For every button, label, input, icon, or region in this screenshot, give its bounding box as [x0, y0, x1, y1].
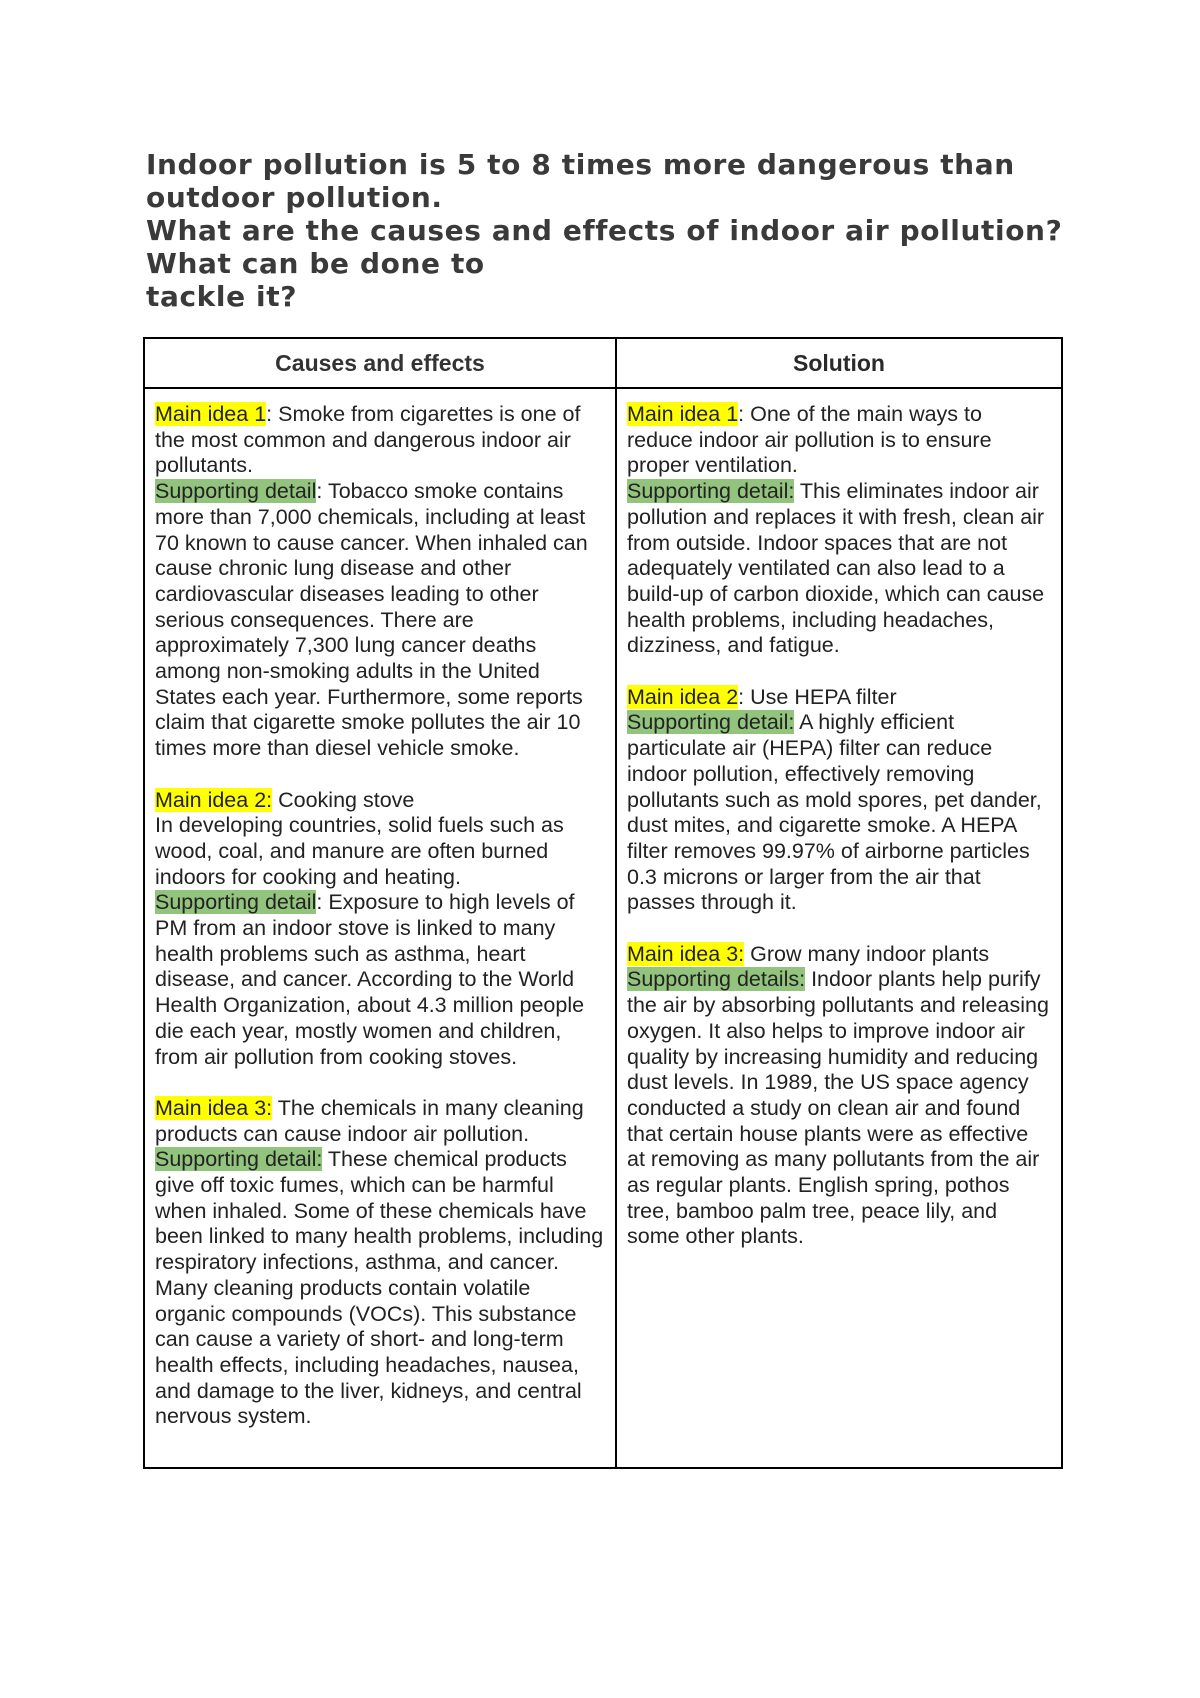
- main-idea-label: Main idea 3:: [155, 1095, 273, 1120]
- supporting-detail-text: Exposure to high levels of PM from an indoor stove is linked to many health problems such as asthma, heart disease, and cancer. According to the World Health Organization, about 4.3 million people die each year, mostly women and children, from air pollution from cooking stoves.: [155, 890, 585, 1069]
- main-idea-text: The chemicals in many cleaning products can cause indoor air pollution.: [155, 1095, 584, 1146]
- supporting-detail-text: Indoor plants help purify the air by absorbing pollutants and releasing oxygen. It also helps to improve indoor air quality by increasing humidity and reducing dust levels. In 1989, the US space agency conducted a study on clean air and found that certain house plants were as effective at removing as many pollutants from the air as regular plants. English spring, pothos tree, bamboo palm tree, peace lily, and some other plants.: [627, 967, 1049, 1249]
- supporting-detail-label: Supporting detail:: [627, 710, 795, 735]
- main-idea-text: Smoke from cigarettes is one of the most common and dangerous indoor air pollutants.: [155, 402, 581, 478]
- supporting-detail-label: Supporting detail:: [627, 479, 795, 504]
- heading-line: Indoor pollution is 5 to 8 times more dangerous than: [146, 148, 1015, 181]
- heading-line: tackle it?: [146, 280, 298, 313]
- main-idea-text: Cooking stove: [272, 787, 415, 812]
- causes-block-2: Main idea 2: Cooking stove In developing countries, solid fuels such as wood, coal, and manure are often burned indoors for cooking and heating. Supporting detail: Exposure to high levels of PM from an indoor stove is linked to many health problems such as asthma, heart disease, and cancer. According to the World Health Organization, about 4.3 million people die each year, mostly women and children, from air pollution from cooking stoves.: [155, 787, 585, 1069]
- main-idea-text: Grow many indoor plants: [744, 941, 990, 966]
- main-idea-label: Main idea 3:: [627, 941, 745, 966]
- main-idea-label: Main idea 1: [627, 402, 739, 426]
- causes-block-1: Main idea 1: Smoke from cigarettes is one of the most common and dangerous indoor air pollutants. Supporting detail: Tobacco smoke contains more than 7,000 chemicals, including at least 70 known to cause cancer. When inhaled can cause chronic lung disease and other cardiovascular diseases leading to other serious consequences. There are approximately 7,300 lung cancer deaths among non-smoking adults in the United States each year. Furthermore, some reports claim that cigarette smoke pollutes the air 10 times more than diesel vehicle smoke.: [155, 402, 588, 761]
- solution-block-2: Main idea 2: Use HEPA filter Supporting detail: A highly efficient particulate air (HEPA) filter can reduce indoor pollution, effectively removing pollutants such as mold spores, pet dander, dust mites, and cigarette smoke. A HEPA filter removes 99.97% of airborne particles 0.3 microns or larger from the air that passes through it.: [627, 684, 1042, 915]
- solution-cell: [616, 388, 1062, 1468]
- main-idea-extra-text: In developing countries, solid fuels such as wood, coal, and manure are often burned indoors for cooking and heating.: [155, 813, 564, 889]
- supporting-detail-text: This eliminates indoor air pollution and replaces it with fresh, clean air from outside. Indoor spaces that are not adequately ventilated can also lead to a build-up of carbon dioxide, which can cause health problems, including headaches, dizziness, and fatigue.: [627, 479, 1045, 658]
- solution-block-3: [627, 942, 1051, 1250]
- main-idea-label: Main idea 2:: [155, 787, 273, 812]
- document-heading: [146, 148, 1066, 313]
- heading-line: outdoor pollution.: [146, 181, 443, 214]
- column-header-causes: Causes and effects: [144, 338, 616, 388]
- heading-line: What can be done to: [146, 247, 485, 280]
- supporting-detail-label: Supporting detail: [155, 890, 317, 915]
- causes-cell: [144, 388, 616, 1468]
- main-idea-text: Use HEPA filter: [744, 684, 897, 709]
- table-body-row: [144, 388, 1062, 1468]
- main-idea-text: One of the main ways to reduce indoor air pollution is to ensure proper ventilation.: [627, 402, 992, 478]
- supporting-detail-text: Tobacco smoke contains more than 7,000 chemicals, including at least 70 known to cause cancer. When inhaled can cause chronic lung disease and other cardiovascular diseases leading to other serious consequences. There are approximately 7,300 lung cancer deaths among non-smoking adults in the United States each year. Furthermore, some reports claim that cigarette smoke pollutes the air 10 times more than diesel vehicle smoke.: [155, 479, 588, 761]
- column-header-solution: Solution: [616, 338, 1062, 388]
- solution-block-1: Main idea 1: One of the main ways to reduce indoor air pollution is to ensure proper ventilation. Supporting detail: This eliminates indoor air pollution and replaces it with fresh, clean air from outside. Indoor spaces that are not adequately ventilated can also lead to a build-up of carbon dioxide, which can cause health problems, including headaches, dizziness, and fatigue.: [627, 402, 1045, 658]
- supporting-detail-text: A highly efficient particulate air (HEPA) filter can reduce indoor pollution, effectively removing pollutants such as mold spores, pet dander, dust mites, and cigarette smoke. A HEPA filter removes 99.97% of airborne particles 0.3 microns or larger from the air that passes through it.: [627, 710, 1042, 915]
- main-idea-label: Main idea 1: [155, 402, 267, 426]
- main-idea-label: Main idea 2: [627, 684, 739, 709]
- supporting-detail-text: These chemical products give off toxic fumes, which can be harmful when inhaled. Some of these chemicals have been linked to many health problems, including respiratory infections, asthma, and cancer. Many cleaning products contain volatile organic compounds (VOCs). This substance can cause a variety of short- and long-term health effects, including headaches, nausea, and damage to the liver, kidneys, and central nervous system.: [155, 1147, 604, 1429]
- supporting-detail-label: Supporting details:: [627, 967, 806, 992]
- causes-solutions-table: [143, 337, 1063, 1469]
- heading-line: What are the causes and effects of indoor air pollution?: [146, 214, 1063, 247]
- table-header-row: [144, 338, 1062, 388]
- supporting-detail-label: Supporting detail: [155, 479, 317, 504]
- supporting-detail-label: Supporting detail:: [155, 1147, 323, 1172]
- causes-block-3: [155, 1096, 605, 1430]
